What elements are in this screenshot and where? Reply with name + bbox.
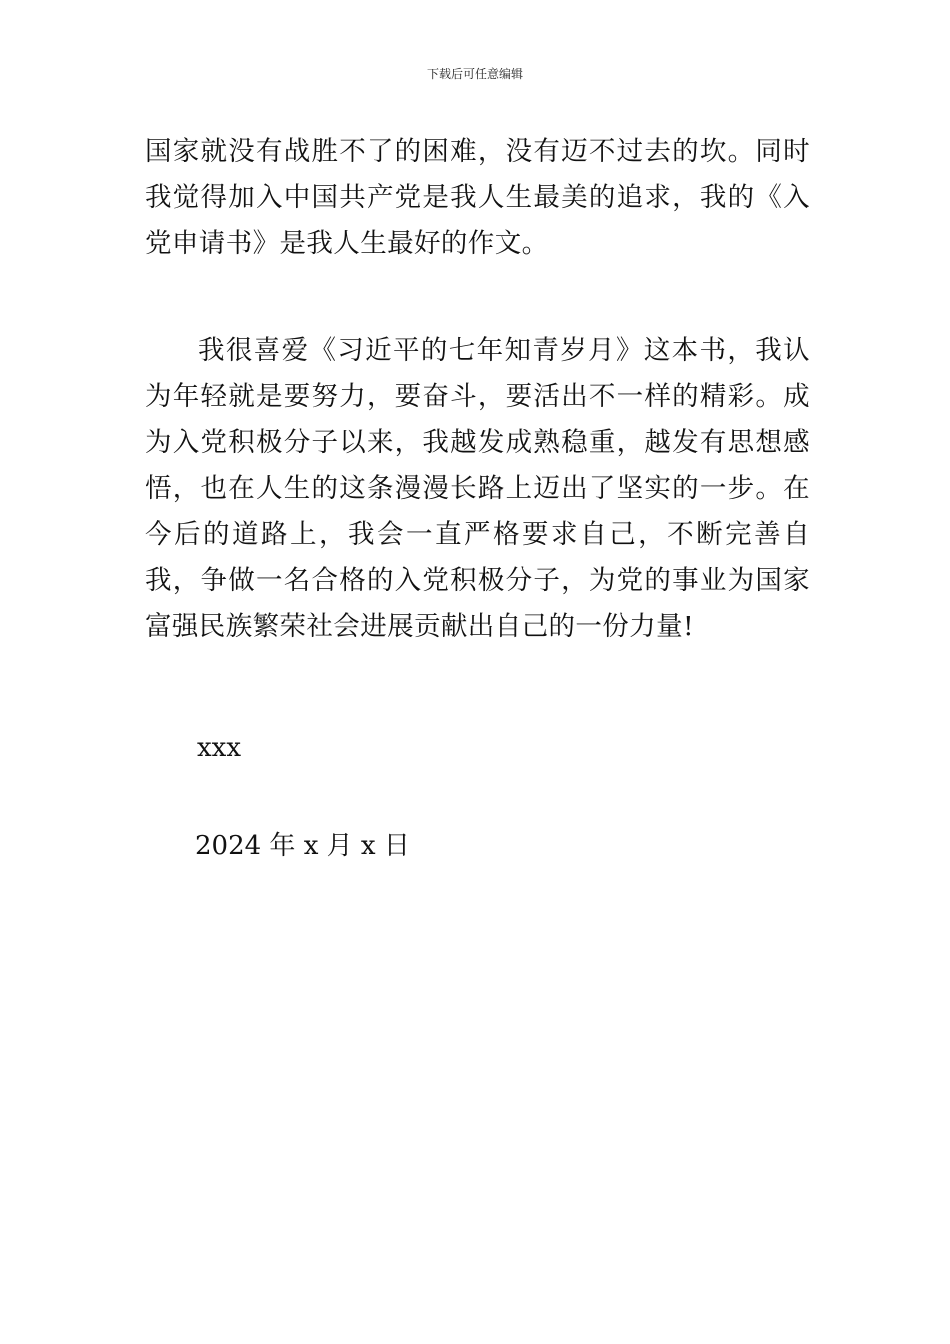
paragraph-1: 国家就没有战胜不了的困难，没有迈不过去的坎。同时我觉得加入中国共产党是我人生最美的追求，我的《入党申请书》是我人生最好的作文。 (145, 136, 810, 259)
paragraph-2: 我很喜爱《习近平的七年知青岁月》这本书，我认为年轻就是要努力，要奋斗，要活出不一样的精彩。成为入党积极分子以来，我越发成熟稳重，越发有思想感悟，也在人生的这条漫漫长路上迈出了坚实的一步。在今后的道路上，我会一直严格要求自己，不断完善自我，争做一名合格的入党积极分子，为党的事业为国家富强民族繁荣社会进展贡献出自己的一份力量! (145, 335, 810, 642)
signature: xxx (197, 733, 241, 763)
date-line: 2024 年 x 月 x 日 (195, 831, 410, 861)
header-note: 下载后可任意编辑 (426, 67, 523, 81)
